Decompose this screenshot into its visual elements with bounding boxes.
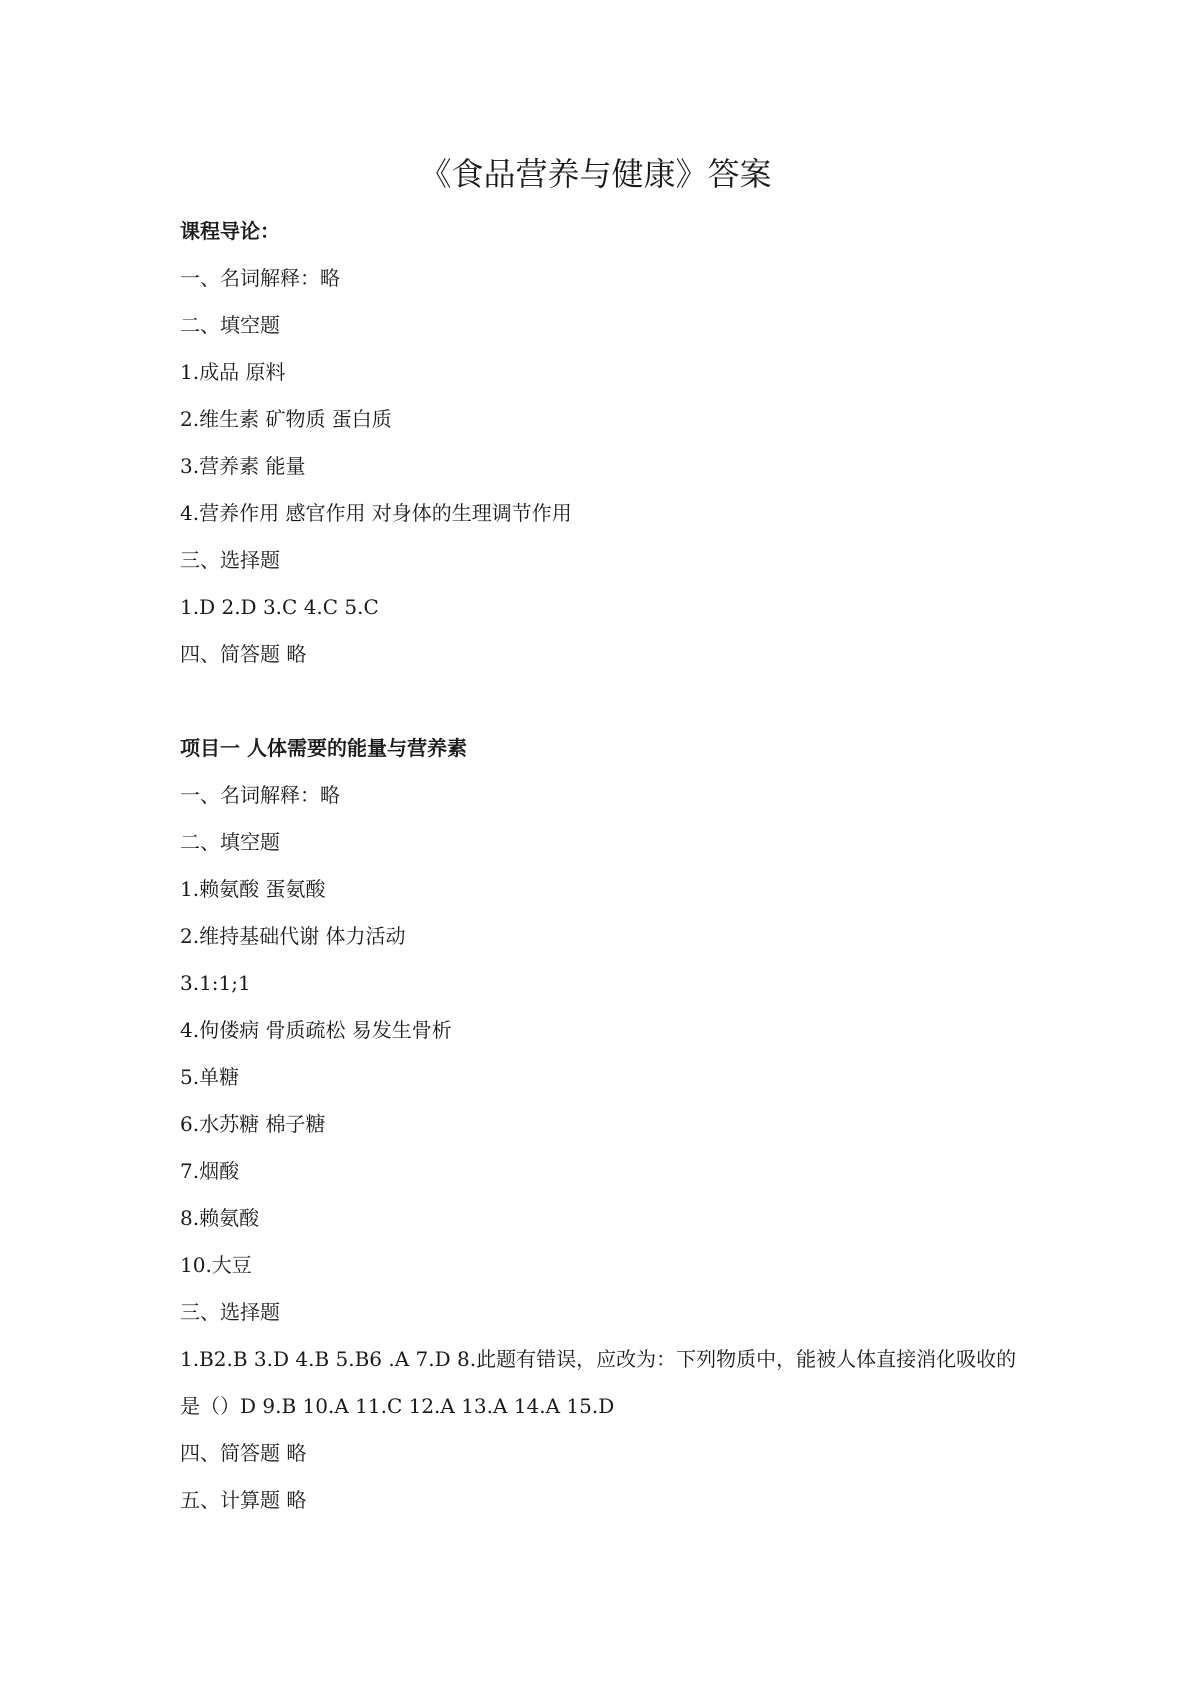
project1-line-3: 1.赖氨酸 蛋氨酸 (180, 877, 326, 901)
project1-line-1: 一、名词解释：略 (180, 783, 340, 807)
document-title: 《食品营养与健康》答案 (419, 155, 772, 193)
project1-line-8: 6.水苏糖 棉子糖 (180, 1112, 326, 1136)
intro-line-6: 4.营养作用 感官作用 对身体的生理调节作用 (180, 501, 572, 525)
project1-line-12: 三、选择题 (180, 1300, 280, 1324)
project1-line-13: 1.B2.B 3.D 4.B 5.B6 .A 7.D 8.此题有错误，应改为：下列物质中，能被人体直接消化吸收的 (180, 1347, 1017, 1371)
intro-line-1: 一、名词解释：略 (180, 266, 340, 290)
project1-line-11: 10.大豆 (180, 1253, 252, 1277)
project1-line-14: 是（）D 9.B 10.A 11.C 12.A 13.A 14.A 15.D (180, 1394, 615, 1418)
intro-line-7: 三、选择题 (180, 548, 280, 572)
intro-line-4: 2.维生素 矿物质 蛋白质 (180, 407, 392, 431)
intro-line-3: 1.成品 原料 (180, 360, 286, 384)
intro-line-2: 二、填空题 (180, 313, 280, 337)
project1-line-4: 2.维持基础代谢 体力活动 (180, 924, 406, 948)
project1-line-6: 4.佝偻病 骨质疏松 易发生骨析 (180, 1018, 452, 1042)
project1-line-7: 5.单糖 (180, 1065, 240, 1089)
project1-line-15: 四、简答题 略 (180, 1441, 307, 1465)
project1-line-10: 8.赖氨酸 (180, 1206, 260, 1230)
section-heading-intro: 课程导论： (180, 219, 280, 243)
document-body (180, 216, 1040, 1532)
project1-line-16: 五、计算题 略 (180, 1488, 307, 1512)
project1-line-5: 3.1:1;1 (180, 971, 251, 995)
project1-line-2: 二、填空题 (180, 830, 280, 854)
project1-line-9: 7.烟酸 (180, 1159, 240, 1183)
section-gap (180, 686, 1040, 733)
intro-line-5: 3.营养素 能量 (180, 454, 306, 478)
section-heading-project1: 项目一 人体需要的能量与营养素 (180, 736, 467, 760)
intro-line-9: 四、简答题 略 (180, 642, 307, 666)
intro-line-8: 1.D 2.D 3.C 4.C 5.C (180, 595, 379, 619)
